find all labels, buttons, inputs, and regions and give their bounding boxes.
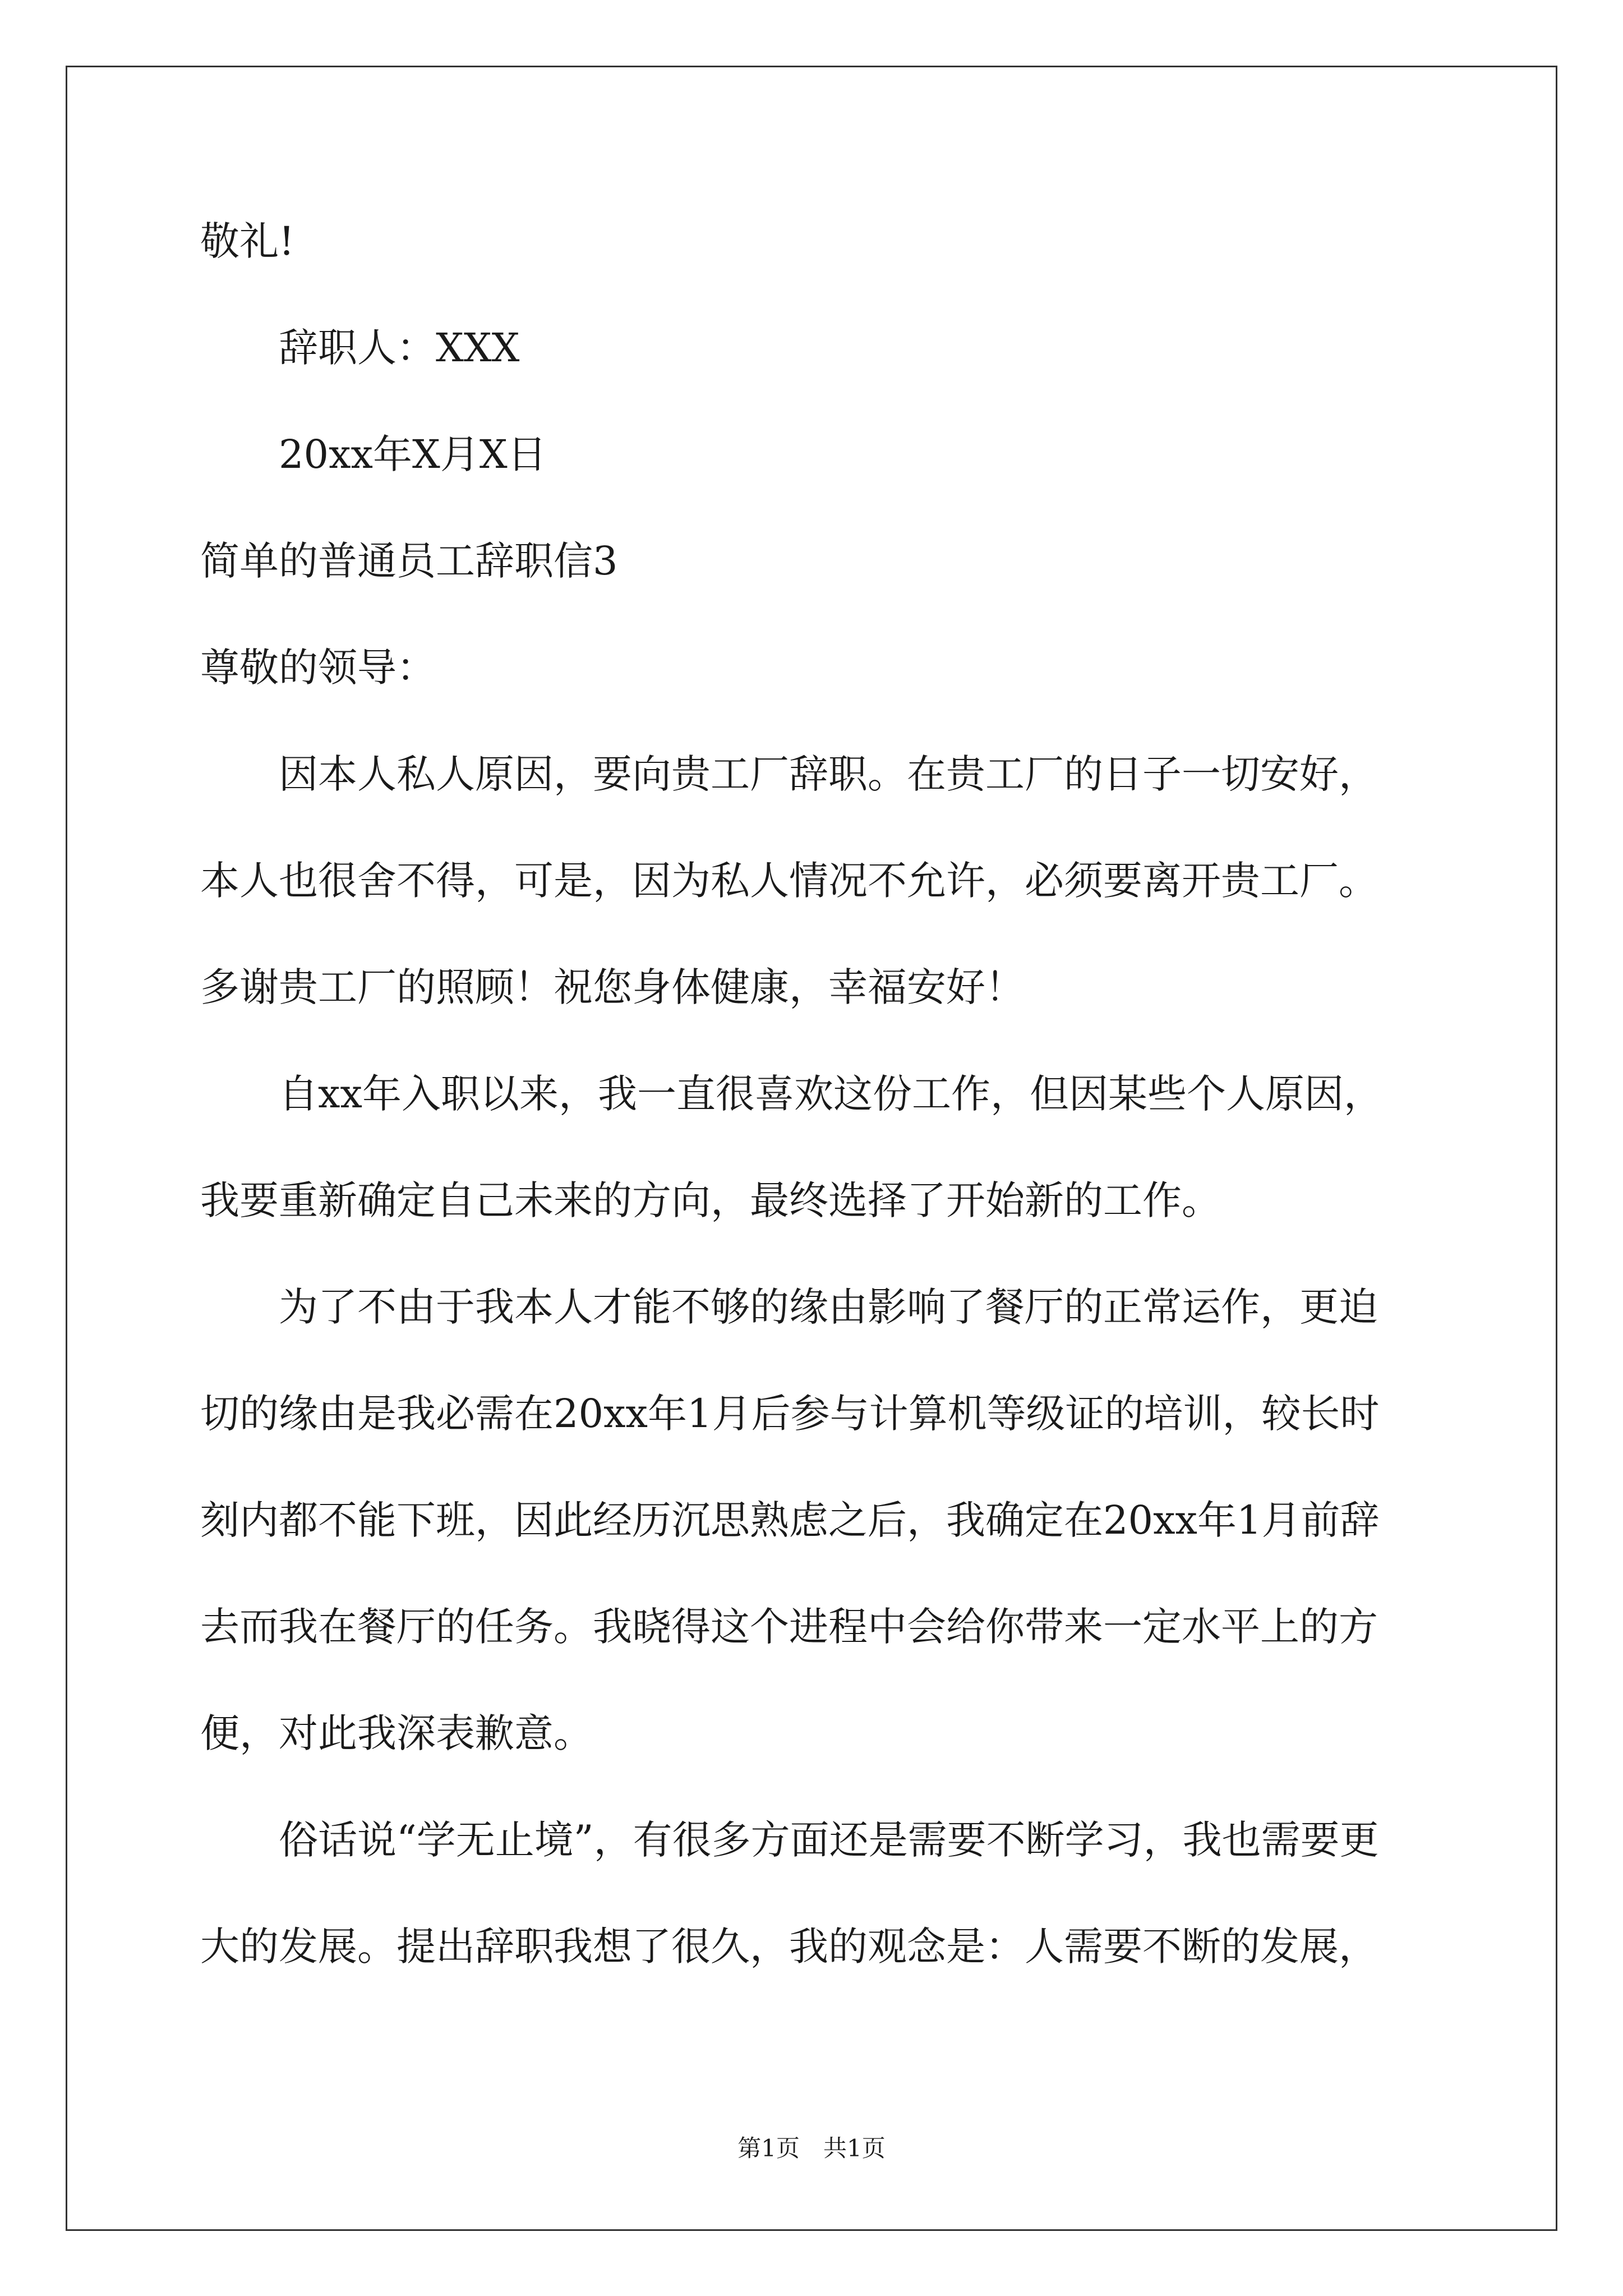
- text-line: 刻内都不能下班，因此经历沉思熟虑之后，我确定在20xx年1月前辞: [200, 1497, 1380, 1543]
- text-line: 敬礼!: [200, 218, 295, 264]
- text-line: 去而我在餐厅的任务。我晓得这个进程中会给你带来一定水平上的方: [200, 1604, 1378, 1650]
- text-line: 本人也很舍不得，可是，因为私人情况不允许，必须要离开贵工厂。: [200, 858, 1378, 904]
- text-line: 自xx年入职以来，我一直很喜欢这份工作，但因某些个人原因，: [279, 1071, 1383, 1117]
- text-line: 大的发展。提出辞职我想了很久，我的观念是：人需要不断的发展，: [200, 1924, 1378, 1970]
- text-line: 20xx年X月X日: [279, 431, 547, 477]
- text-line: 俗话说“学无止境”，有很多方面还是需要不断学习，我也需要更: [279, 1817, 1379, 1863]
- text-line: 我要重新确定自己未来的方向，最终选择了开始新的工作。: [200, 1177, 1221, 1223]
- text-line: 为了不由于我本人才能不够的缘由影响了餐厅的正常运作，更迫: [279, 1284, 1378, 1330]
- text-line: 切的缘由是我必需在20xx年1月后参与计算机等级证的培训，较长时: [200, 1391, 1380, 1437]
- text-line: 多谢贵工厂的照顾！祝您身体健康，幸福安好！: [200, 964, 1025, 1010]
- text-line: 便，对此我深表歉意。: [200, 1710, 593, 1756]
- text-line: 因本人私人原因，要向贵工厂辞职。在贵工厂的日子一切安好，: [279, 751, 1378, 797]
- page-border: [66, 66, 1557, 2231]
- salutation: 尊敬的领导：: [200, 645, 436, 691]
- page-number-footer: 第1页 共1页: [737, 2134, 886, 2162]
- section-heading: 简单的普通员工辞职信3: [200, 538, 618, 584]
- text-line: 辞职人：XXX: [279, 325, 520, 371]
